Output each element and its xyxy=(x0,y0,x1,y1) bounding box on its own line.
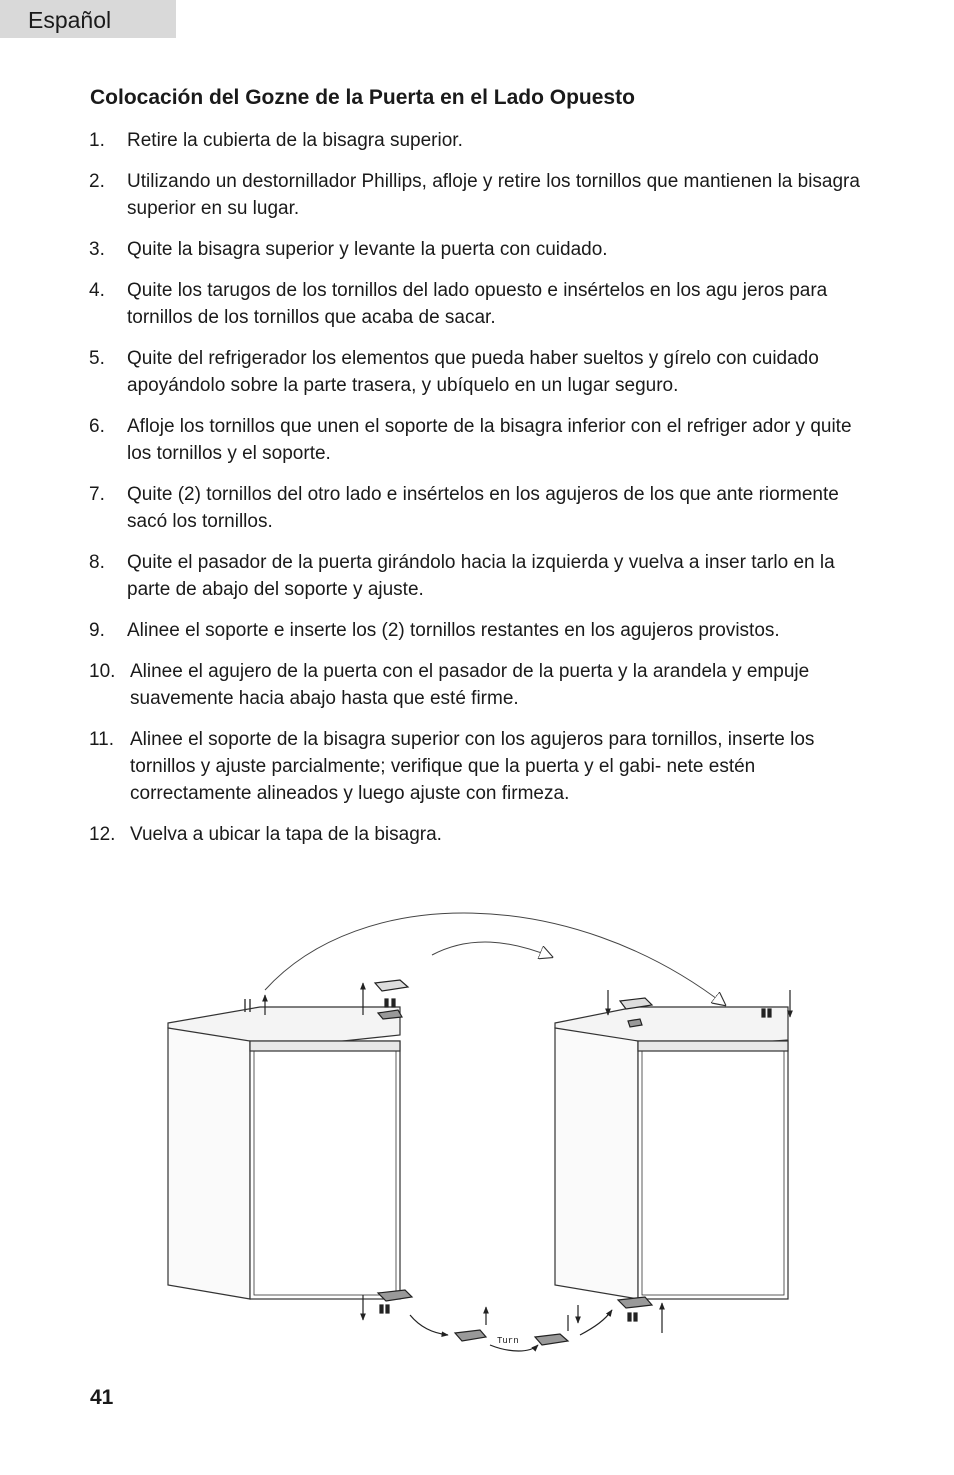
step-text: Quite los tarugos de los tornillos del lado opuesto e insértelos en los agu jeros para tornillos de los tornillos que acaba de sacar. xyxy=(127,280,828,328)
step-number: 9. xyxy=(89,620,105,641)
list-item xyxy=(89,168,879,222)
step-number: 10. xyxy=(89,661,116,682)
step-number: 11. xyxy=(89,729,115,750)
list-item xyxy=(89,549,879,603)
list-item xyxy=(89,277,879,331)
step-text: Quite del refrigerador los elementos que pueda haber sueltos y gírelo con cuidado apoyándolo sobre la parte trasera, y ubíquelo en un lugar seguro. xyxy=(127,348,819,396)
step-number: 4. xyxy=(89,280,105,301)
step-number: 8. xyxy=(89,552,105,573)
step-number: 2. xyxy=(89,171,105,192)
fridge-before xyxy=(168,999,400,1299)
step-text: Alinee el agujero de la puerta con el pasador de la puerta y la arandela y empuje suavemente hacia abajo hasta que esté firme. xyxy=(130,661,810,709)
page-number: 41 xyxy=(90,1386,114,1409)
step-text: Quite el pasador de la puerta girándolo hacia la izquierda y vuelva a inser tarlo en la parte de abajo del soporte y ajuste. xyxy=(127,552,835,600)
section-title: Colocación del Gozne de la Puerta en el Lado Opuesto xyxy=(90,86,635,109)
list-item xyxy=(89,726,879,807)
step-text: Alinee el soporte de la bisagra superior con los agujeros para tornillos, inserte los tornillos y ajuste parcialmente; verifique que la puerta y el gabi- nete estén correctamente alineados y luego ajuste con firmeza. xyxy=(130,729,815,804)
step-number: 5. xyxy=(89,348,105,369)
step-number: 3. xyxy=(89,239,105,260)
step-text: Utilizando un destornillador Phillips, afloje y retire los tornillos que mantienen la bisagra superior en su lugar. xyxy=(127,171,860,219)
list-item xyxy=(89,821,879,848)
fridge-after xyxy=(555,1007,788,1299)
list-item xyxy=(89,345,879,399)
list-item xyxy=(89,481,879,535)
step-number: 1. xyxy=(89,130,105,151)
step-number: 7. xyxy=(89,484,105,505)
bottom-hinge-right xyxy=(578,1297,662,1333)
step-text: Quite (2) tornillos del otro lado e insértelos en los agujeros de los que ante riormente sacó los tornillos. xyxy=(127,484,839,532)
step-number: 6. xyxy=(89,416,105,437)
turn-label: Turn xyxy=(497,1336,519,1346)
step-text: Afloje los tornillos que unen el soporte de la bisagra inferior con el refriger ador y quite los tornillos y el soporte. xyxy=(127,416,852,464)
list-item xyxy=(89,236,879,263)
step-text: Quite la bisagra superior y levante la puerta con cuidado. xyxy=(127,239,608,260)
list-item xyxy=(89,127,879,154)
move-arc-arrow xyxy=(265,913,725,1005)
step-text: Retire la cubierta de la bisagra superior. xyxy=(127,130,463,151)
step-text: Vuelva a ubicar la tapa de la bisagra. xyxy=(130,824,442,845)
steps-list xyxy=(89,127,879,862)
list-item xyxy=(89,617,879,644)
step-text: Alinee el soporte e inserte los (2) tornillos restantes en los agujeros provistos. xyxy=(127,620,780,641)
step-number: 12. xyxy=(89,824,116,845)
list-item xyxy=(89,413,879,467)
list-item xyxy=(89,658,879,712)
door-reversal-diagram xyxy=(150,895,810,1355)
move-arc-arrow-inner xyxy=(432,942,552,957)
language-tab: Español xyxy=(0,0,176,38)
